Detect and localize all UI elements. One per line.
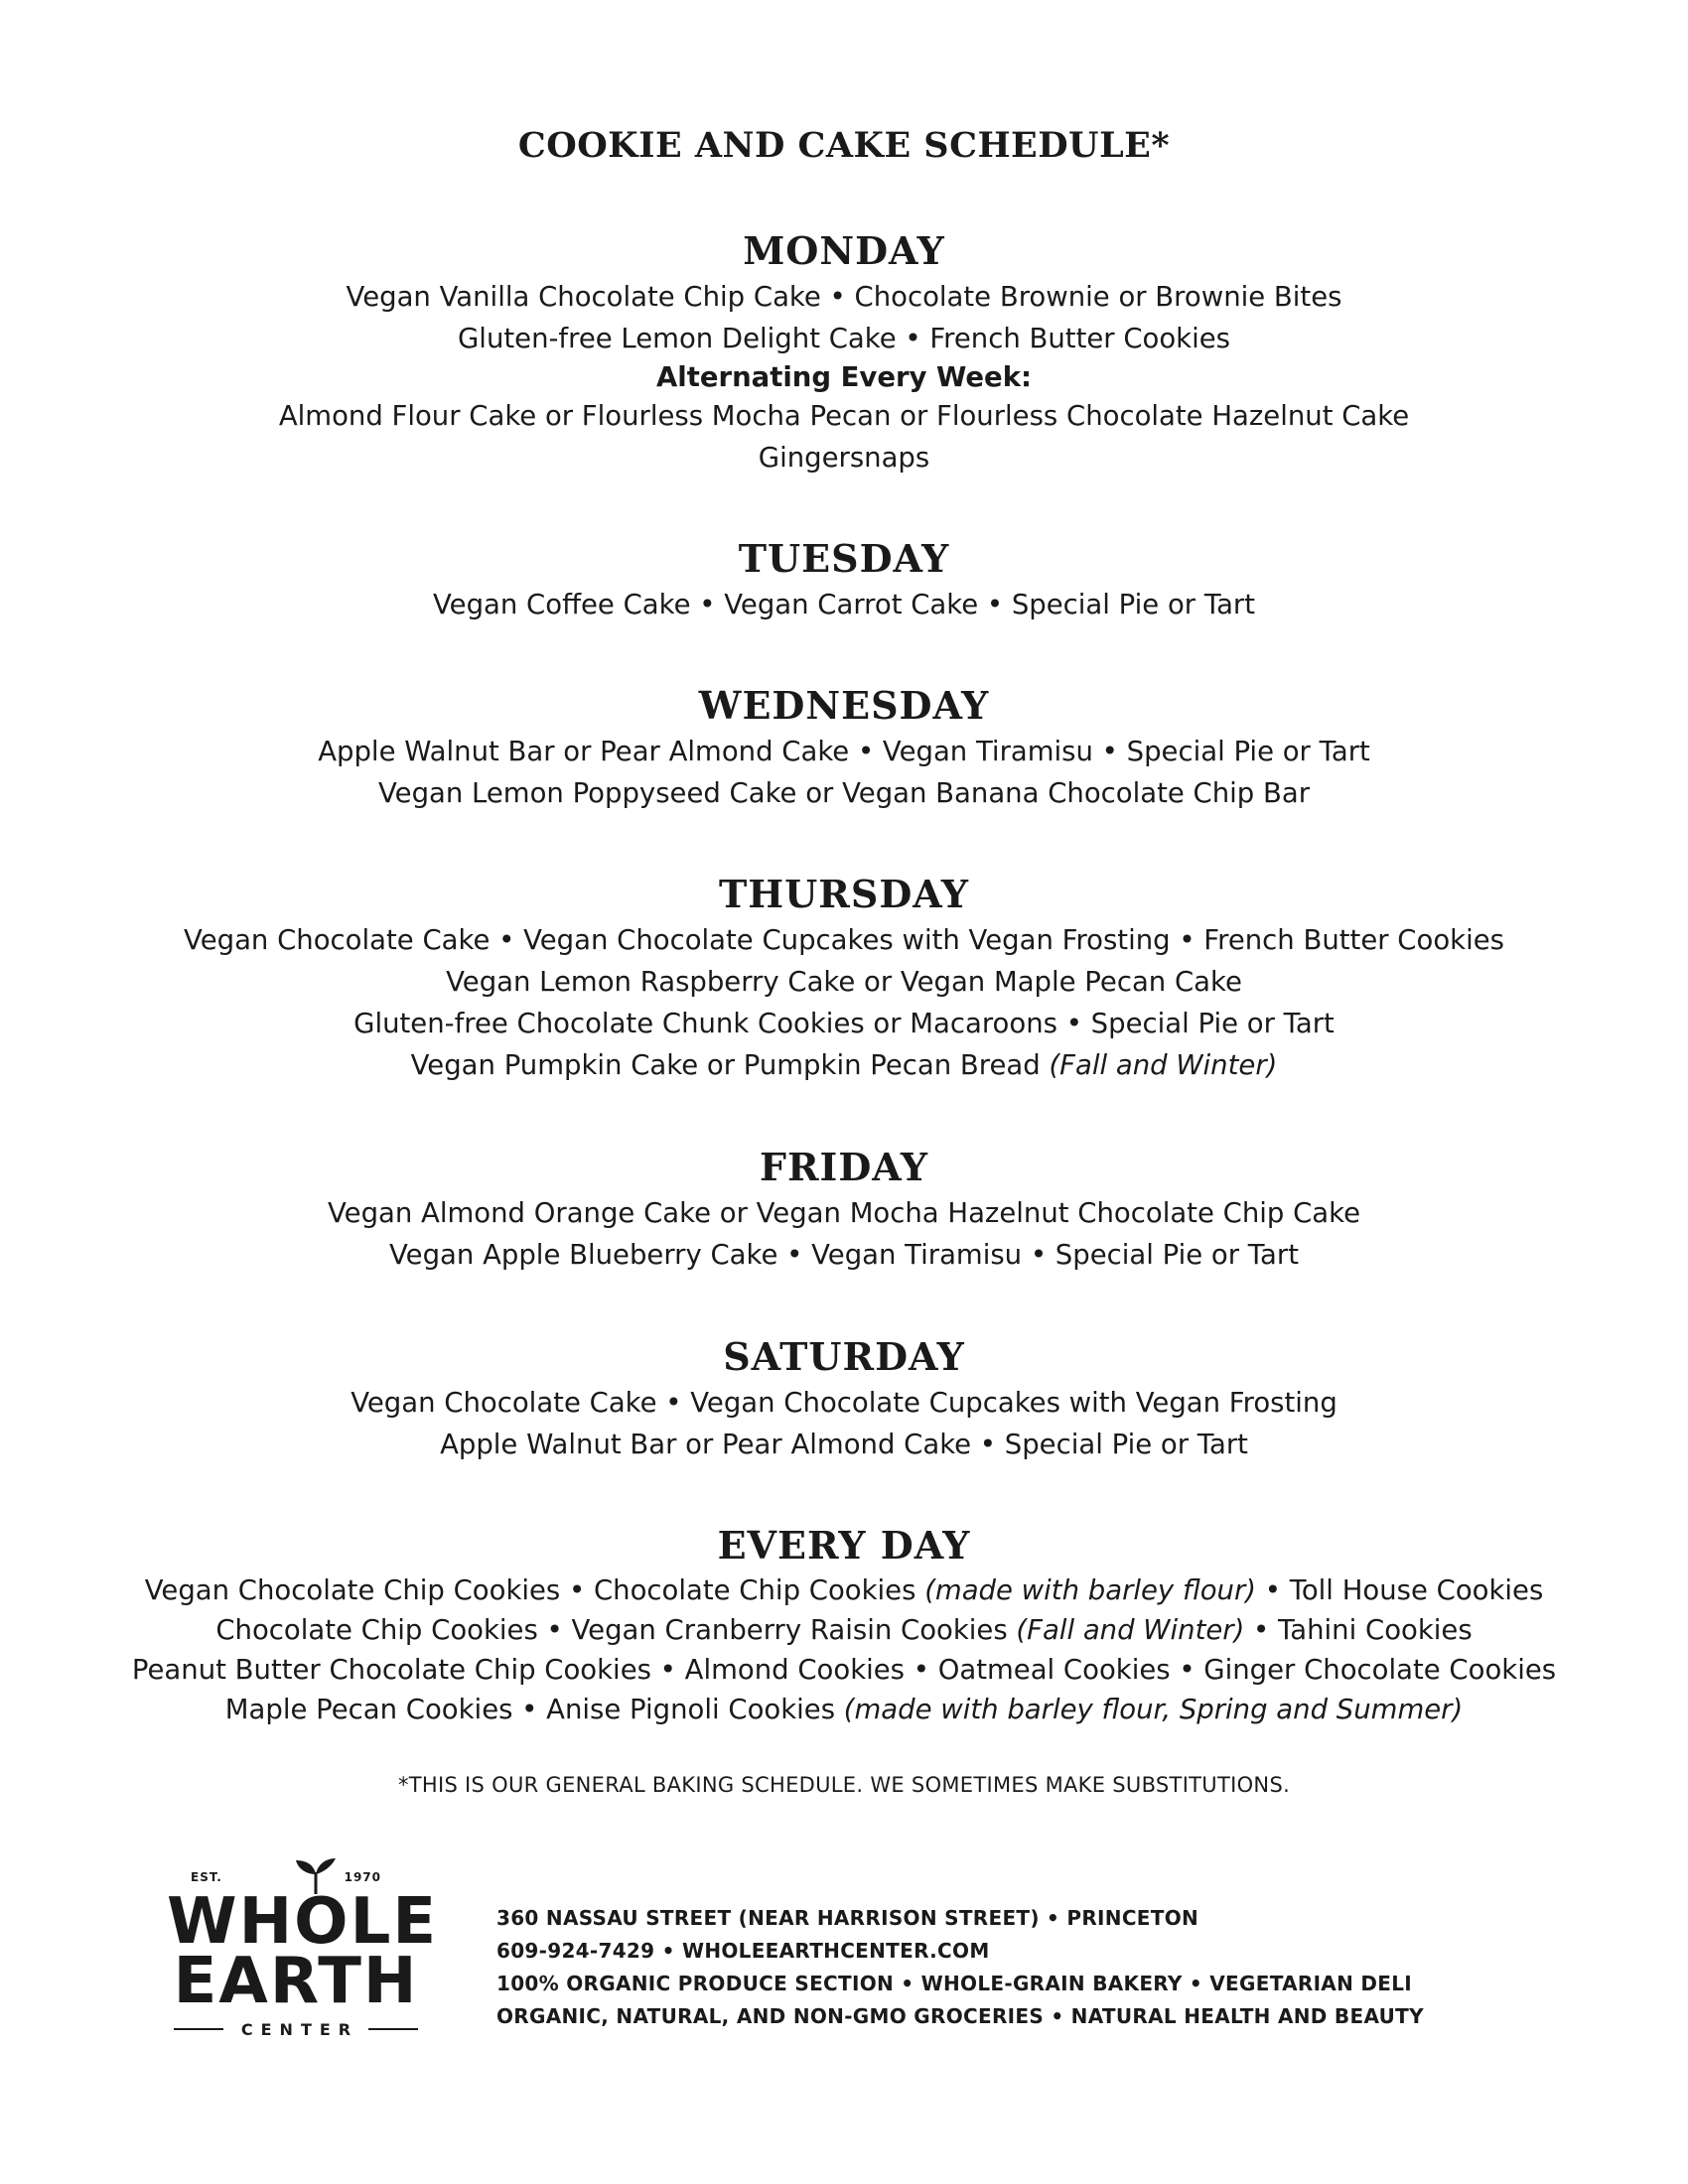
thursday-line: Vegan Chocolate Cake • Vegan Chocolate Cupcakes with Vegan Frosting • French Butter Cookies — [184, 924, 1504, 956]
thursday-seasonal-note: (Fall and Winter) — [1049, 1049, 1278, 1081]
monday-alternating-heading: Alternating Every Week: — [656, 361, 1032, 393]
everyday-text: • Tahini Cookies — [1244, 1614, 1473, 1646]
monday-line: Gluten-free Lemon Delight Cake • French Butter Cookies — [458, 323, 1230, 354]
monday-alternating-line: Almond Flour Cake or Flourless Mocha Pecan or Flourless Chocolate Hazelnut Cake — [278, 400, 1410, 432]
monday-alternating-line: Gingersnaps — [758, 442, 930, 474]
everyday-heading: EVERY DAY — [717, 1523, 971, 1568]
saturday-line: Apple Walnut Bar or Pear Almond Cake • Special Pie or Tart — [440, 1429, 1248, 1460]
everyday-text: Chocolate Chip Cookies • Vegan Cranberry Raisin Cookies — [215, 1614, 1017, 1646]
wednesday-heading: WEDNESDAY — [698, 683, 990, 728]
wednesday-line: Vegan Lemon Poppyseed Cake or Vegan Banana Chocolate Chip Bar — [377, 777, 1311, 809]
monday-line: Vegan Vanilla Chocolate Chip Cake • Chocolate Brownie or Brownie Bites — [346, 281, 1342, 313]
thursday-line: Vegan Lemon Raspberry Cake or Vegan Maple Pecan Cake — [446, 966, 1242, 998]
logo-est: EST. — [191, 1870, 222, 1884]
thursday-seasonal-text: Vegan Pumpkin Cake or Pumpkin Pecan Bread — [410, 1049, 1050, 1081]
thursday-line: Gluten-free Chocolate Chunk Cookies or Macaroons • Special Pie or Tart — [353, 1008, 1335, 1039]
everyday-line — [0, 1690, 1688, 1729]
page-title: COOKIE AND CAKE SCHEDULE* — [517, 125, 1171, 166]
friday-heading: FRIDAY — [759, 1145, 928, 1189]
thursday-line — [0, 1044, 1688, 1086]
footnote: *THIS IS OUR GENERAL BAKING SCHEDULE. WE SOMETIMES MAKE SUBSTITUTIONS. — [397, 1773, 1291, 1797]
logo-word-whole: WHOLE — [167, 1885, 439, 1959]
logo-rule — [368, 2028, 418, 2030]
everyday-note: (Fall and Winter) — [1016, 1614, 1245, 1646]
saturday-line: Vegan Chocolate Cake • Vegan Chocolate Cupcakes with Vegan Frosting — [351, 1387, 1337, 1419]
friday-section — [0, 1143, 1688, 1276]
everyday-text: Maple Pecan Cookies • Anise Pignoli Cookies — [224, 1694, 844, 1725]
thursday-heading: THURSDAY — [718, 872, 969, 916]
saturday-section — [0, 1332, 1688, 1465]
everyday-line: Peanut Butter Chocolate Chip Cookies • Almond Cookies • Oatmeal Cookies • Ginger Chocolate Cookies — [131, 1654, 1557, 1686]
wednesday-line: Apple Walnut Bar or Pear Almond Cake • Vegan Tiramisu • Special Pie or Tart — [318, 736, 1370, 767]
address-line: 360 NASSAU STREET (NEAR HARRISON STREET) • PRINCETON — [496, 1906, 1199, 1930]
tuesday-line: Vegan Coffee Cake • Vegan Carrot Cake • Special Pie or Tart — [432, 589, 1256, 620]
monday-section — [0, 226, 1688, 478]
whole-earth-logo — [167, 1858, 439, 2057]
features-line: ORGANIC, NATURAL, AND NON-GMO GROCERIES • NATURAL HEALTH AND BEAUTY — [496, 2004, 1424, 2028]
friday-line: Vegan Apple Blueberry Cake • Vegan Tiramisu • Special Pie or Tart — [389, 1239, 1299, 1271]
logo-year: 1970 — [344, 1870, 381, 1884]
tuesday-heading: TUESDAY — [738, 536, 950, 581]
contact-line: 609-924-7429 • WHOLEEARTHCENTER.COM — [496, 1939, 990, 1963]
features-line: 100% ORGANIC PRODUCE SECTION • WHOLE-GRAIN BAKERY • VEGETARIAN DELI — [496, 1972, 1413, 1995]
everyday-text: • Toll House Cookies — [1256, 1574, 1544, 1606]
everyday-line — [0, 1610, 1688, 1650]
everyday-note: (made with barley flour) — [924, 1574, 1257, 1606]
everyday-section — [0, 1521, 1688, 1729]
logo-word-center: CENTER — [240, 2019, 359, 2039]
everyday-line — [0, 1570, 1688, 1610]
tuesday-section — [0, 534, 1688, 625]
everyday-note: (made with barley flour, Spring and Summer) — [843, 1694, 1464, 1725]
logo-center-row — [167, 2017, 425, 2041]
thursday-section — [0, 870, 1688, 1086]
friday-line: Vegan Almond Orange Cake or Vegan Mocha Hazelnut Chocolate Chip Cake — [327, 1197, 1361, 1229]
logo-word-earth: EARTH — [173, 1945, 419, 2018]
monday-heading: MONDAY — [743, 228, 945, 273]
logo-rule — [174, 2028, 223, 2030]
wednesday-section — [0, 681, 1688, 814]
everyday-text: Vegan Chocolate Chip Cookies • Chocolate Chip Cookies — [144, 1574, 925, 1606]
store-info — [496, 1902, 1424, 2033]
saturday-heading: SATURDAY — [723, 1334, 965, 1379]
